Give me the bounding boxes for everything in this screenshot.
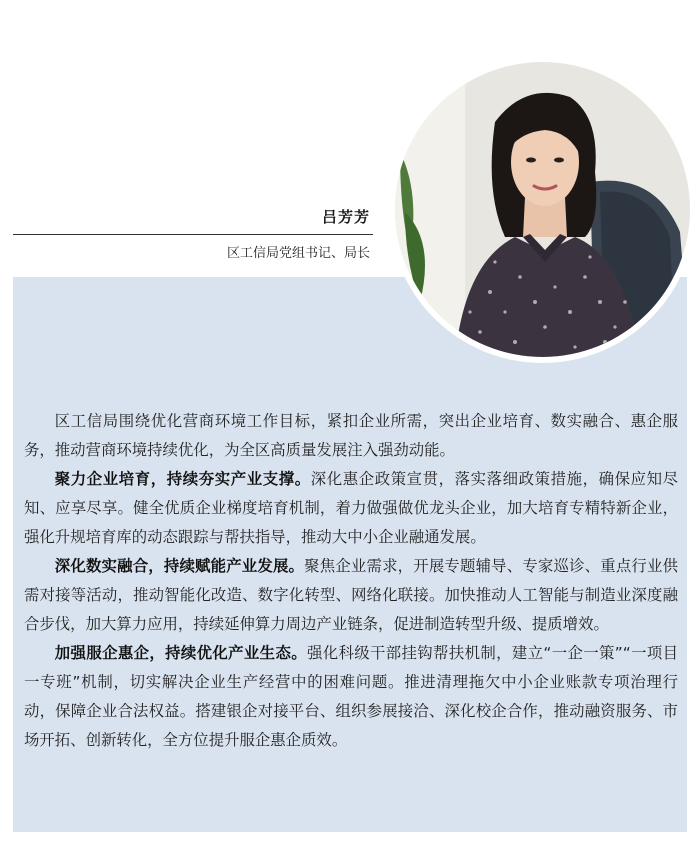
section-text: 深化惠企政策宣贯，落实落细政策措施，确保应知尽知、应享尽享。健全优质企业梯度培育机制，着力做强做优龙头企业，加大培育专精特新企业，强化升规培育库的动态跟踪与帮扶指导，推动大中小企业融通发展。 xyxy=(24,470,678,546)
eye xyxy=(554,158,564,163)
section-heading: 聚力企业培育，持续夯实产业支撑。 xyxy=(54,470,311,488)
section-text: 强化科级干部挂钩帮扶机制，建立“一企一策”“一项目一专班”机制，切实解决企业生产经营中的困难问题。推进清理拖欠中小企业账款专项治理行动，保障企业合法权益。搭建银企对接平台、组织参展接洽、深化校企合作，推动融资服务、市场开拓、创新转化，全方位提升服企惠企质效。 xyxy=(24,644,678,749)
section-text: 聚焦企业需求，开展专题辅导、专家巡诊、重点行业供需对接等活动，推动智能化改造、数字化转型、网络化联接。加快推动人工智能与制造业深度融合步伐，加大算力应用，持续延伸算力周边产业链条，促进制造转型升级、提质增效。 xyxy=(24,557,678,633)
article-body xyxy=(24,407,678,755)
section-heading: 加强服企惠企，持续优化产业生态。 xyxy=(54,644,307,662)
person-title: 区工信局党组书记、局长 xyxy=(226,246,370,261)
person-name: 吕芳芳 xyxy=(321,208,370,226)
name-divider xyxy=(13,234,373,235)
eye xyxy=(526,158,536,163)
section-heading: 深化数实融合，持续赋能产业发展。 xyxy=(54,557,305,575)
portrait-photo xyxy=(395,62,690,357)
section-paragraph xyxy=(24,639,678,755)
section-paragraph xyxy=(24,465,678,552)
portrait-illustration xyxy=(395,62,690,357)
intro-paragraph: 区工信局围绕优化营商环境工作目标，紧扣企业所需，突出企业培育、数实融合、惠企服务，推动营商环境持续优化，为全区高质量发展注入强劲动能。 xyxy=(24,412,678,459)
section-paragraph xyxy=(24,552,678,639)
